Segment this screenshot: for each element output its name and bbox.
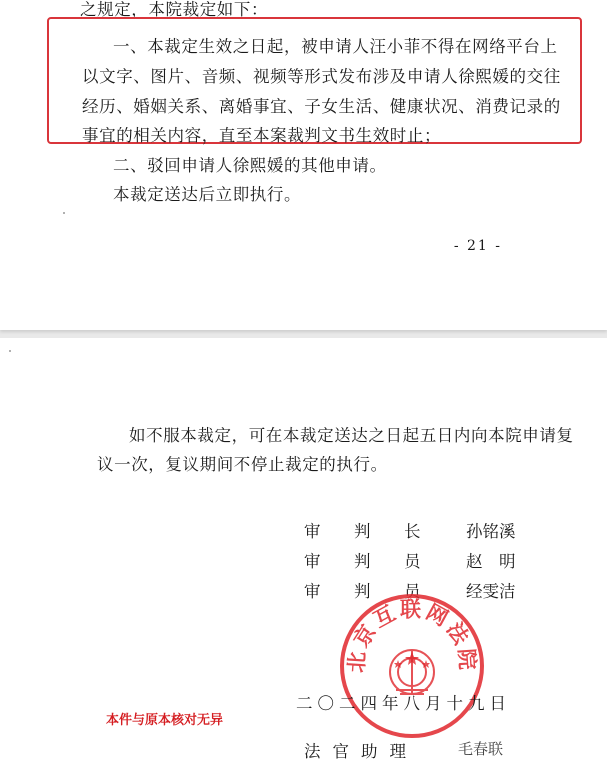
assistant-name: 毛春联 (458, 740, 504, 758)
assistant-role: 法官助理 (304, 742, 418, 761)
signature-judge-1: 审 判 员 赵 明 (304, 548, 516, 572)
text-line-top: 之规定，本院裁定如下： (80, 0, 269, 19)
signature-judge-2: 审 判 员 经雯洁 (304, 578, 516, 602)
clause1-line4: 事宜的相关内容，直至本案裁判文书生效时止； (82, 126, 442, 145)
clause1-line1: 一、本裁定生效之日起，被申请人汪小菲不得在网络平台上 (113, 37, 558, 56)
page-number: - 21 - (453, 238, 502, 254)
signature-presiding-judge: 审 判 长 孙铭溪 (304, 518, 516, 542)
clause2: 二、驳回申请人徐熙媛的其他申请。 (113, 156, 387, 175)
svg-text:北京互联网法院: 北京互联网法院 (344, 597, 480, 674)
scan-speck (63, 212, 65, 214)
judge-name: 孙铭溪 (466, 522, 516, 541)
court-seal-icon (336, 590, 488, 742)
verification-stamp: 本件与原本核对无异 (106, 713, 224, 728)
document-page-1 (0, 0, 607, 330)
clause1-line3: 经历、婚姻关系、离婚事宜、子女生活、健康状况、消费记录的 (82, 97, 561, 116)
appeal-line1: 如不服本裁定，可在本裁定送达之日起五日内向本院申请复 (129, 426, 574, 445)
judge-name: 赵 明 (466, 552, 516, 571)
scan-speck (9, 350, 11, 352)
judge-name: 经雯洁 (466, 582, 516, 601)
execute-line: 本裁定送达后立即执行。 (113, 185, 302, 204)
ruling-date: 二〇二四年八月十九日 (296, 694, 511, 713)
clause1-line2: 以文字、图片、音频、视频等形式发布涉及申请人徐熙媛的交往 (82, 67, 561, 86)
appeal-line2: 议一次，复议期间不停止裁定的执行。 (97, 455, 388, 474)
